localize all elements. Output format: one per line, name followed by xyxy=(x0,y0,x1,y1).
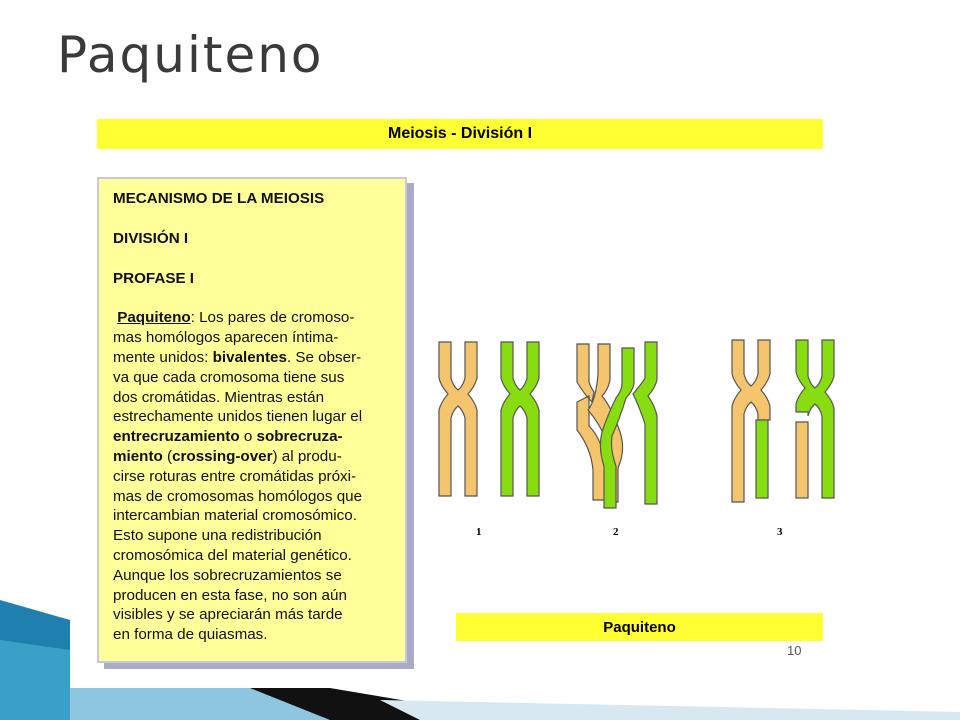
heading-mechanism: MECANISMO DE LA MEIOSIS xyxy=(113,190,325,207)
term-crossing-over: crossing-over xyxy=(172,447,273,465)
term-entrecruzamiento: entrecruzamiento xyxy=(113,428,240,446)
term-paquiteno: Paquiteno xyxy=(117,309,191,327)
figure-label-1: 1 xyxy=(476,526,482,538)
chromosome-green-1 xyxy=(501,342,539,496)
footer-bar xyxy=(456,613,823,641)
term-miento: miento xyxy=(113,447,163,465)
chromosome-green-segment-3 xyxy=(756,420,768,498)
figure-label-3: 3 xyxy=(777,526,783,538)
chromosome-orange-1 xyxy=(439,342,477,496)
page-number: 10 xyxy=(787,643,802,658)
footer-label: Paquiteno xyxy=(603,618,676,636)
chromosome-figure xyxy=(430,330,840,520)
chromosome-orange-segment-3 xyxy=(796,422,808,498)
header-bar xyxy=(97,119,823,149)
heading-prophase: PROFASE I xyxy=(113,269,195,287)
description-paragraph: Paquiteno: Los pares de cromoso- mas homólogos aparecen íntima- mente unidos: bivalentes. Se obser- va que cada cromosoma tiene sus dos cromátidas. Mientras están estrechamente unidos tienen lugar el entrecruzamiento o sobrecruza- miento (crossing-over) al produ- cirse roturas entre cromátidas próxi- mas de cromosomas homólogos que intercambian material cromosómico. Esto supone una redistribución cromosómica del material genético. Aunque los sobrecruzamientos se producen en esta fase, no son aún visibles y se apreciarán más tarde en forma de quiasmas. xyxy=(113,309,363,644)
figure-label-2: 2 xyxy=(613,526,619,538)
mechanism-textbox xyxy=(97,177,407,663)
header-label: Meiosis - División I xyxy=(387,125,533,142)
term-sobrecruza: sobrecruza- xyxy=(256,428,343,446)
term-bivalentes: bivalentes xyxy=(212,348,287,366)
heading-division: DIVISIÓN I xyxy=(113,229,189,247)
chromosome-green-2b xyxy=(633,342,657,504)
slide-title: Paquiteno xyxy=(57,26,324,84)
